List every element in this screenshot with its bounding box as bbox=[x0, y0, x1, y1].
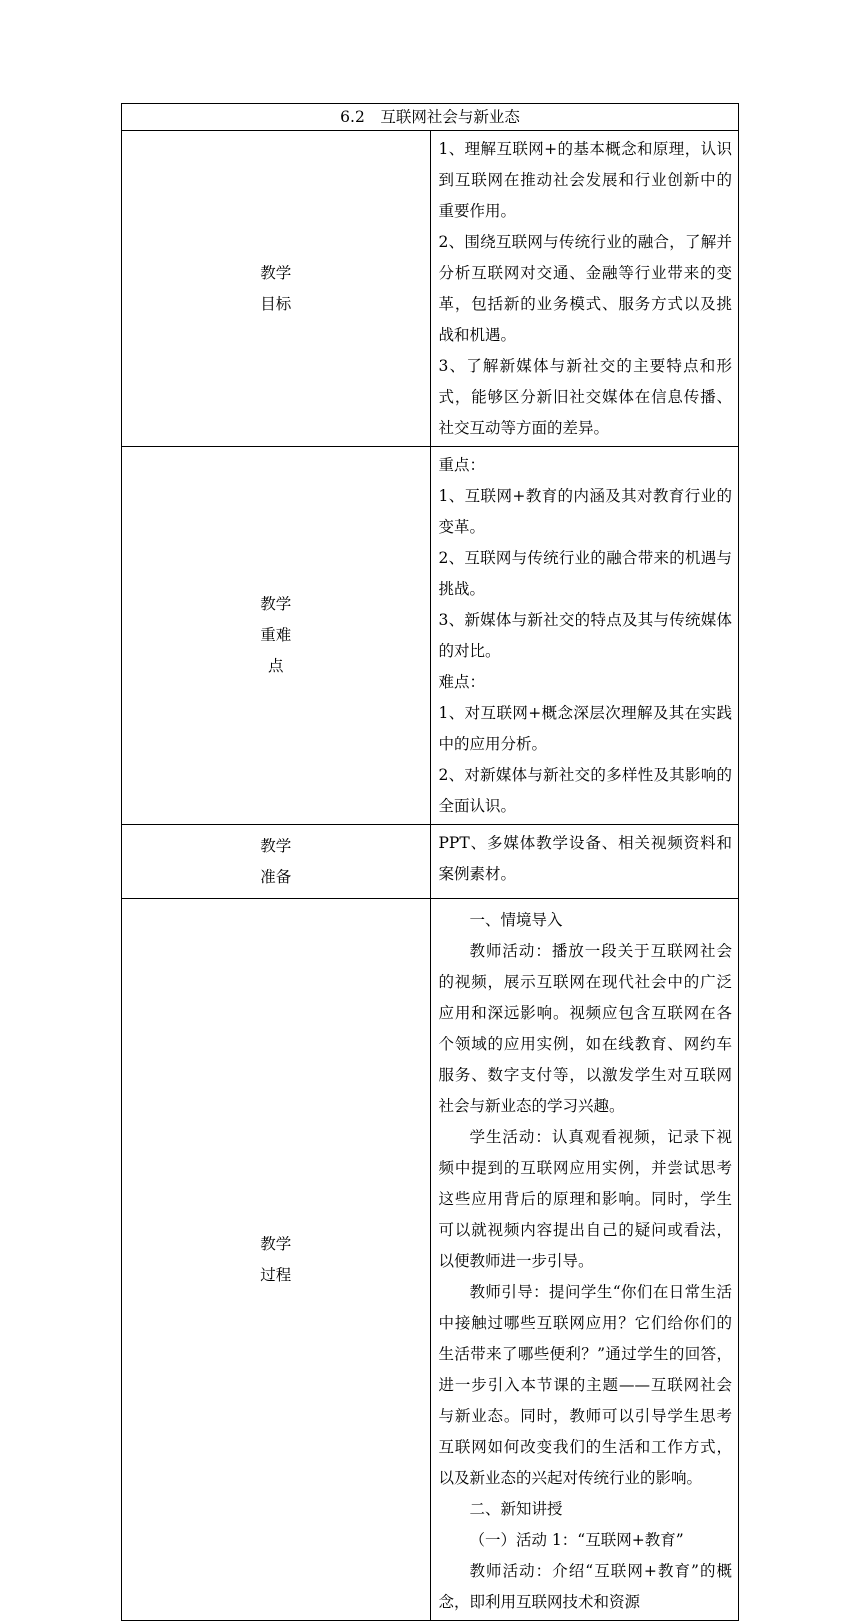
key-point-item: 2、互联网与传统行业的融合带来的机遇与挑战。 bbox=[438, 549, 732, 598]
process-label-line: 教学 bbox=[260, 1234, 292, 1253]
teacher-activity: 教师活动：介绍“互联网+教育”的概念，即利用互联网技术和资源 bbox=[438, 1562, 732, 1611]
key-points-label bbox=[122, 447, 431, 825]
goals-content bbox=[430, 131, 739, 447]
goals-label bbox=[122, 131, 431, 447]
key-points-content bbox=[430, 447, 739, 825]
process-row bbox=[122, 899, 739, 1621]
key-points-label-line: 重难 bbox=[260, 626, 292, 644]
preparation-label bbox=[122, 825, 431, 899]
key-points-row bbox=[122, 447, 739, 825]
key-point-item: 3、新媒体与新社交的特点及其与传统媒体的对比。 bbox=[438, 611, 732, 660]
preparation-label-line: 教学 bbox=[260, 836, 292, 855]
section-heading: 二、新知讲授 bbox=[469, 1500, 563, 1518]
goals-label-line: 目标 bbox=[260, 294, 292, 313]
goals-row bbox=[122, 131, 739, 447]
difficult-point-item: 2、对新媒体与新社交的多样性及其影响的全面认识。 bbox=[438, 766, 732, 815]
process-content bbox=[430, 899, 739, 1621]
preparation-label-line: 准备 bbox=[260, 867, 292, 886]
difficult-points-heading: 难点： bbox=[438, 673, 486, 691]
preparation-row bbox=[122, 825, 739, 899]
goals-label-line: 教学 bbox=[260, 263, 292, 282]
activity-heading: （一）活动 1：“互联网+教育” bbox=[469, 1531, 684, 1549]
process-label bbox=[122, 899, 431, 1621]
key-points-heading: 重点： bbox=[438, 456, 486, 474]
preparation-text: PPT、多媒体教学设备、相关视频资料和案例素材。 bbox=[438, 834, 732, 883]
difficult-point-item: 1、对互联网+概念深层次理解及其在实践中的应用分析。 bbox=[438, 704, 732, 753]
lesson-plan-table bbox=[121, 103, 739, 1621]
student-activity: 学生活动：认真观看视频，记录下视频中提到的互联网应用实例，并尝试思考这些应用背后的原理和影响。同时，学生可以就视频内容提出自己的疑问或看法，以便教师进一步引导。 bbox=[438, 1128, 732, 1270]
title-row bbox=[122, 104, 739, 131]
teacher-guidance: 教师引导：提问学生“你们在日常生活中接触过哪些互联网应用？它们给你们的生活带来了哪些便利？”通过学生的回答，进一步引入本节课的主题——互联网社会与新业态。同时，教师可以引导学生思考互联网如何改变我们的生活和工作方式，以及新业态的兴起对传统行业的影响。 bbox=[438, 1283, 732, 1487]
key-points-label-line: 教学 bbox=[260, 595, 292, 613]
lesson-title: 6.2 互联网社会与新业态 bbox=[122, 104, 739, 131]
key-points-label-line: 点 bbox=[267, 657, 284, 675]
goal-item: 2、围绕互联网与传统行业的融合，了解并分析互联网对交通、金融等行业带来的变革，包括新的业务模式、服务方式以及挑战和机遇。 bbox=[438, 233, 732, 344]
teacher-activity: 教师活动：播放一段关于互联网社会的视频，展示互联网在现代社会中的广泛应用和深远影响。视频应包含互联网在各个领域的应用实例，如在线教育、网约车服务、数字支付等，以激发学生对互联网社会与新业态的学习兴趣。 bbox=[438, 942, 732, 1115]
process-label-line: 过程 bbox=[260, 1265, 292, 1284]
goal-item: 3、了解新媒体与新社交的主要特点和形式，能够区分新旧社交媒体在信息传播、社交互动等方面的差异。 bbox=[438, 357, 732, 437]
key-point-item: 1、互联网+教育的内涵及其对教育行业的变革。 bbox=[438, 487, 732, 536]
preparation-content bbox=[430, 825, 739, 899]
goal-item: 1、理解互联网+的基本概念和原理，认识到互联网在推动社会发展和行业创新中的重要作用。 bbox=[438, 140, 732, 220]
section-heading: 一、情境导入 bbox=[469, 911, 563, 929]
